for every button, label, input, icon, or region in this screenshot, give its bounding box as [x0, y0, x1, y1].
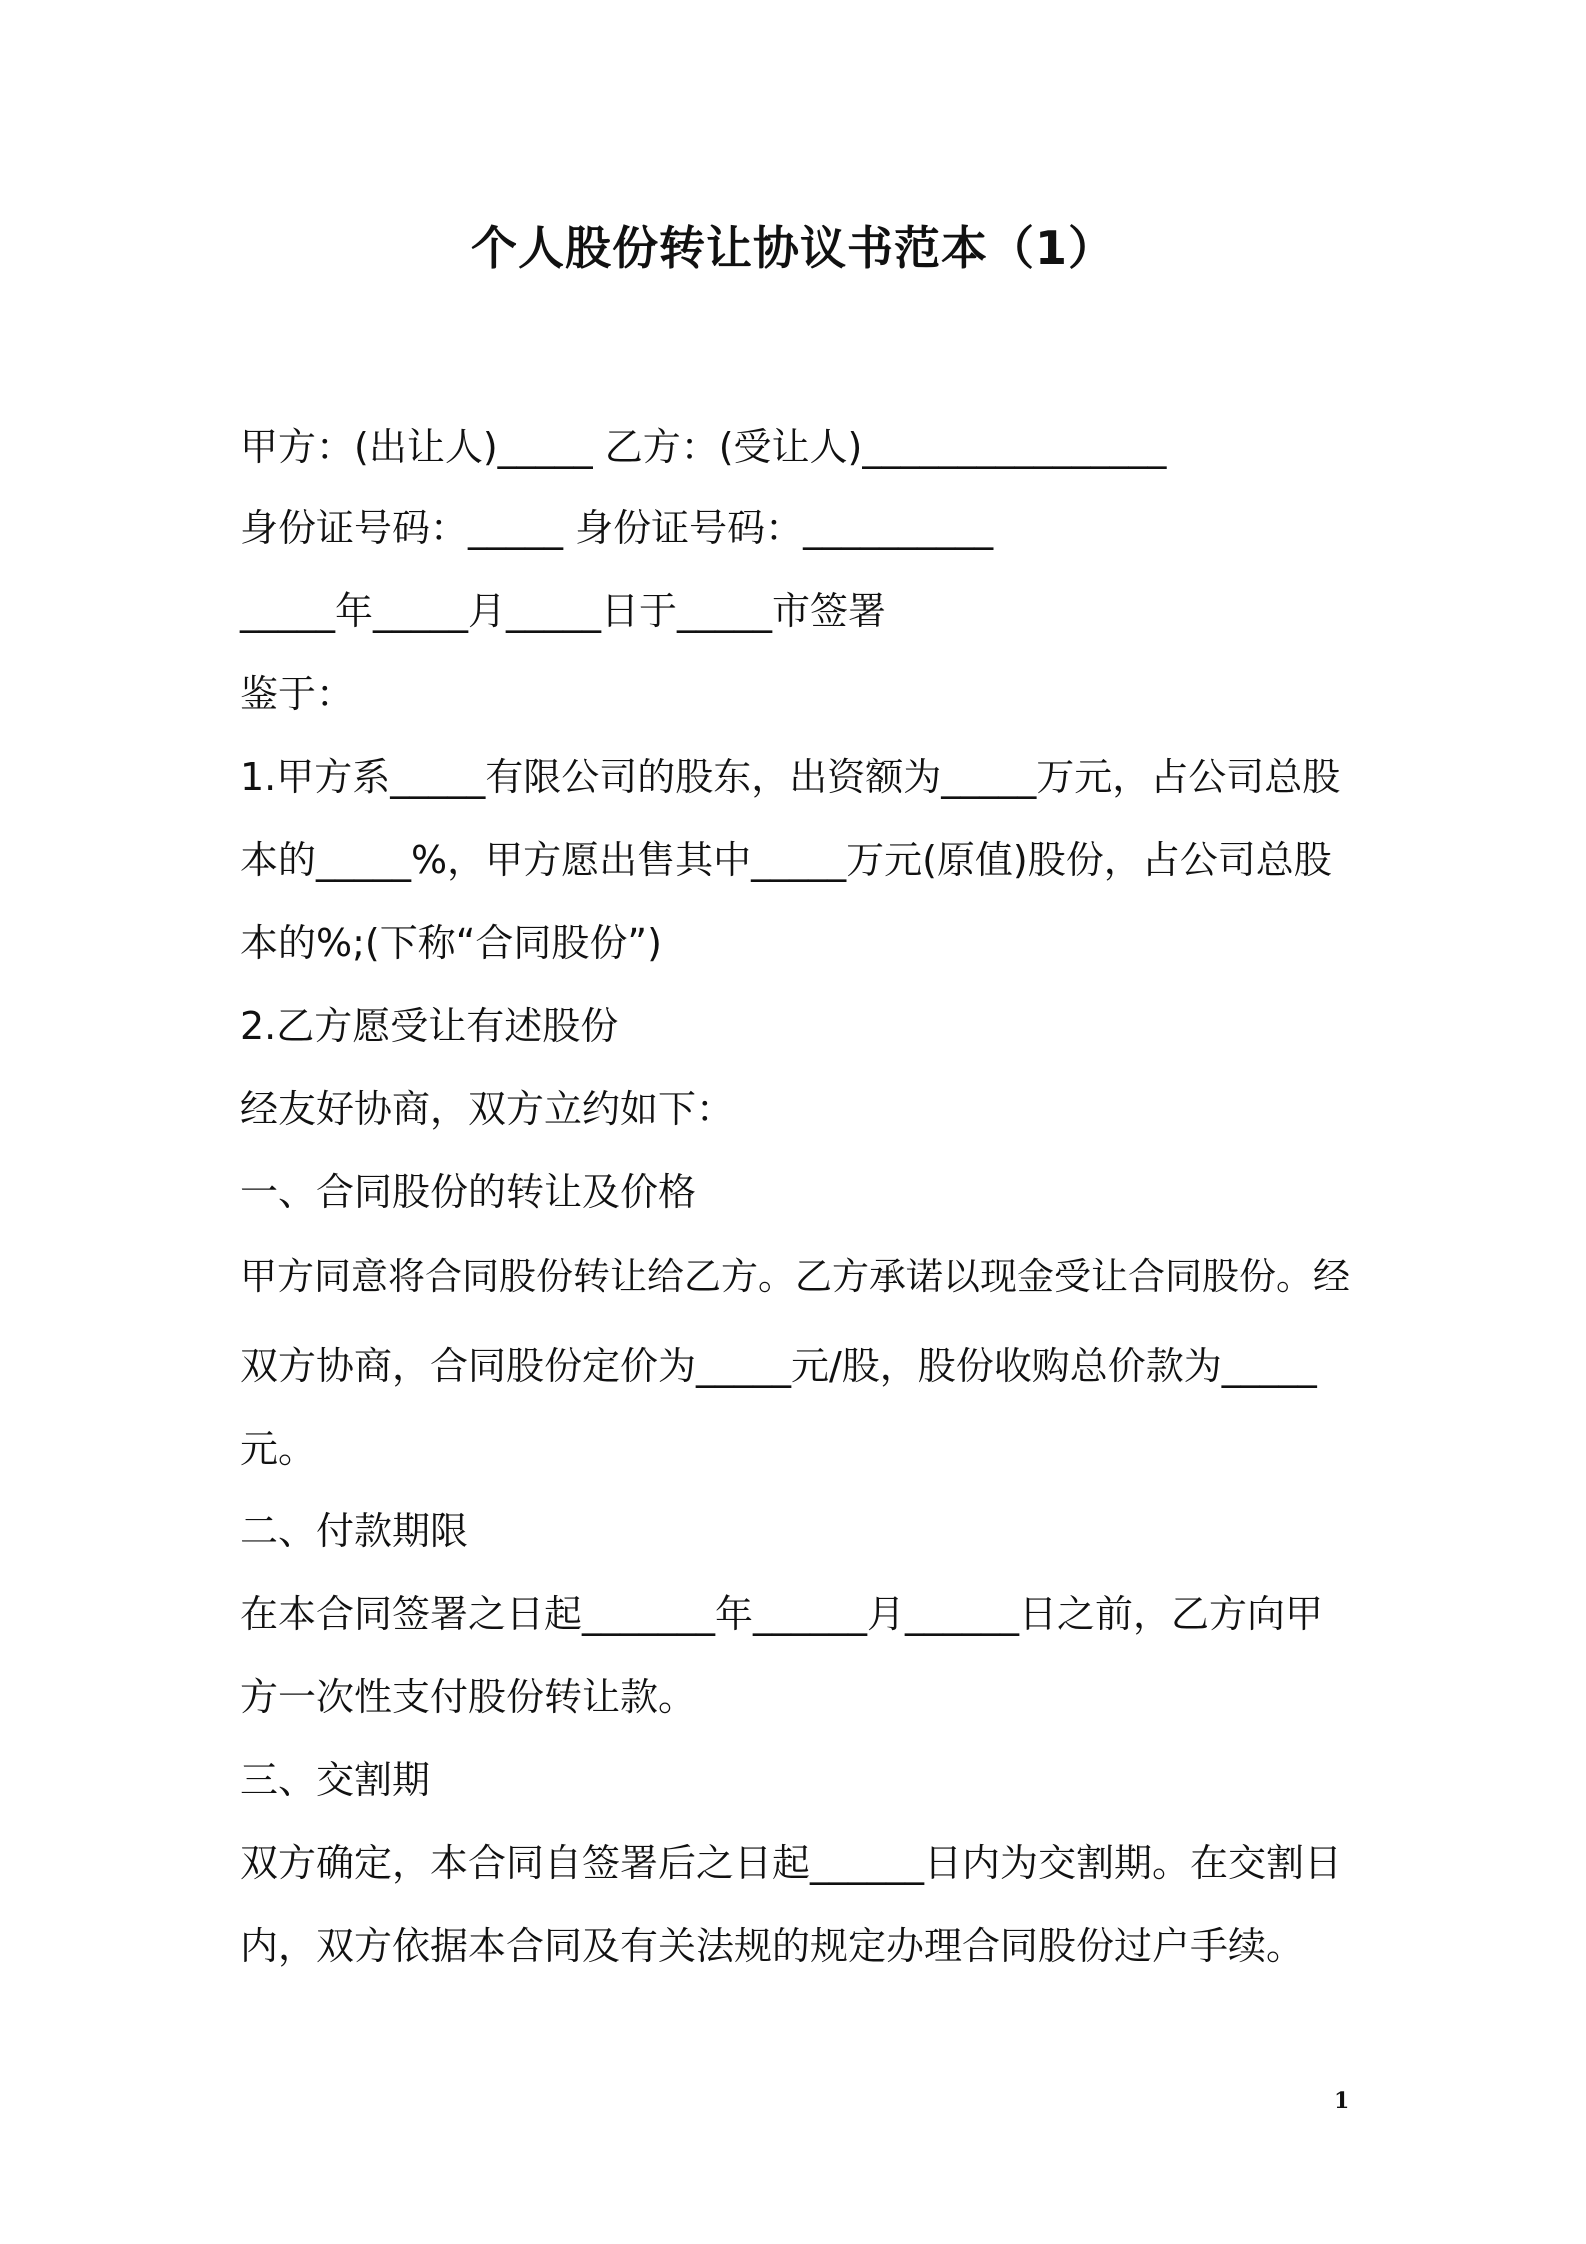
page-number: 1: [1334, 2088, 1350, 2114]
section-1-heading: 一、合同股份的转让及价格: [240, 1170, 697, 1214]
whereas-heading: 鉴于：: [240, 672, 355, 716]
document-title: 个人股份转让协议书范本（1）: [470, 221, 1115, 275]
clause-1-line-3: 本的%;(下称“合同股份”): [240, 921, 662, 965]
section-2-heading: 二、付款期限: [240, 1509, 469, 1553]
section-2-line-2: 方一次性支付股份转让款。: [240, 1675, 697, 1719]
section-1-line-1: 甲方同意将合同股份转让给乙方。乙方承诺以现金受让合同股份。经: [240, 1255, 1350, 1298]
party-line: 甲方：(出让人)_____ 乙方：(受让人)________________: [240, 425, 1167, 469]
agreement-intro: 经友好协商，双方立约如下：: [240, 1087, 735, 1131]
section-3-heading: 三、交割期: [240, 1758, 431, 1802]
section-3-line-1: 双方确定，本合同自签署后之日起______日内为交割期。在交割日: [240, 1841, 1343, 1885]
section-1-line-2: 双方协商，合同股份定价为_____元/股，股份收购总价款为_____: [240, 1344, 1317, 1388]
section-2-line-1: 在本合同签署之日起_______年______月______日之前，乙方向甲: [240, 1592, 1324, 1636]
section-1-line-3: 元。: [240, 1427, 317, 1471]
clause-2-line: 2.乙方愿受让有述股份: [240, 1004, 619, 1048]
id-number-line: 身份证号码：_____ 身份证号码：__________: [240, 506, 994, 550]
clause-1-line-1: 1.甲方系_____有限公司的股东，出资额为_____万元，占公司总股: [240, 755, 1341, 799]
section-3-line-2: 内，双方依据本合同及有关法规的规定办理合同股份过户手续。: [240, 1924, 1305, 1968]
signing-date-line: _____年_____月_____日于_____市签署: [240, 589, 887, 633]
clause-1-line-2: 本的_____%，甲方愿出售其中_____万元(原值)股份，占公司总股: [240, 838, 1332, 882]
